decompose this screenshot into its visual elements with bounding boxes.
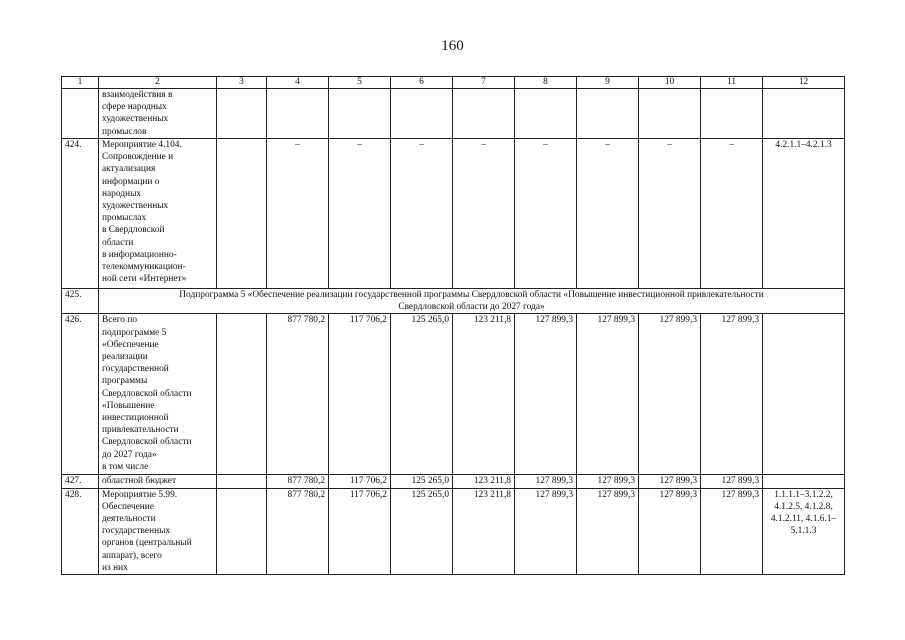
- value-cell: –: [701, 139, 763, 289]
- header-cell: 11: [701, 77, 763, 89]
- table-row-426: [62, 314, 845, 475]
- value-cell: 127 899,3: [701, 475, 763, 488]
- value-cell: –: [453, 139, 515, 289]
- row-number: 425.: [62, 289, 99, 314]
- value-cell: 127 899,3: [639, 314, 701, 475]
- header-row: [62, 77, 845, 89]
- value-cell: 117 706,2: [329, 488, 391, 574]
- value-cell: 877 780,2: [267, 314, 329, 475]
- table-row-425: [62, 289, 845, 314]
- row-number: 427.: [62, 475, 99, 488]
- value-cell: 127 899,3: [515, 314, 577, 475]
- value-cell: –: [267, 139, 329, 289]
- value-cell: –: [639, 139, 701, 289]
- header-cell: 4: [267, 77, 329, 89]
- value-cell: 125 265,0: [391, 314, 453, 475]
- value-cell: –: [329, 139, 391, 289]
- header-cell: 3: [217, 77, 267, 89]
- header-cell: 5: [329, 77, 391, 89]
- row-name: Мероприятие 4.104. Сопровождение и актуализация информации о народных художественных промыслах в Свердловской области в информационно- телекоммуникацион- ной сети «Интернет»: [99, 139, 217, 289]
- row-name: взаимодействия в сфере народных художественных промыслов: [99, 89, 217, 139]
- value-cell: 123 211,8: [453, 314, 515, 475]
- header-cell: 8: [515, 77, 577, 89]
- header-cell: 12: [763, 77, 845, 89]
- value-cell: 127 899,3: [639, 488, 701, 574]
- header-cell: 1: [62, 77, 99, 89]
- value-cell: –: [577, 139, 639, 289]
- row-name: Мероприятие 5.99. Обеспечение деятельности государственных органов (центральный аппарат), всего из них: [99, 488, 217, 574]
- value-cell: –: [391, 139, 453, 289]
- header-cell: 9: [577, 77, 639, 89]
- goal-cell: 4.2.1.1–4.2.1.3: [763, 139, 845, 289]
- value-cell: 877 780,2: [267, 475, 329, 488]
- row-number: 424.: [62, 139, 99, 289]
- value-cell: 117 706,2: [329, 314, 391, 475]
- row-name: областной бюджет: [99, 475, 217, 488]
- header-cell: 6: [391, 77, 453, 89]
- header-cell: 10: [639, 77, 701, 89]
- value-cell: 127 899,3: [701, 488, 763, 574]
- value-cell: 123 211,8: [453, 475, 515, 488]
- table-row-427: [62, 475, 845, 488]
- row-number: 428.: [62, 488, 99, 574]
- header-cell: 2: [99, 77, 217, 89]
- table-row-428: [62, 488, 845, 574]
- row-number: 426.: [62, 314, 99, 475]
- value-cell: 127 899,3: [515, 488, 577, 574]
- value-cell: 125 265,0: [391, 488, 453, 574]
- value-cell: 127 899,3: [577, 314, 639, 475]
- value-cell: 125 265,0: [391, 475, 453, 488]
- value-cell: 127 899,3: [701, 314, 763, 475]
- value-cell: 127 899,3: [639, 475, 701, 488]
- row-name: Всего по подпрограмме 5 «Обеспечение реализации государственной программы Свердловской области «Повышение инвестиционной привлекательности Свердловской области до 2027 года» в том числе: [99, 314, 217, 475]
- header-cell: 7: [453, 77, 515, 89]
- value-cell: 877 780,2: [267, 488, 329, 574]
- value-cell: 127 899,3: [577, 475, 639, 488]
- table-row-424: [62, 139, 845, 289]
- goal-cell: 1.1.1.1–3.1.2.2, 4.1.2.5, 4.1.2.8, 4.1.2.11, 4.1.6.1– 5.1.1.3: [763, 488, 845, 574]
- value-cell: –: [515, 139, 577, 289]
- value-cell: 123 211,8: [453, 488, 515, 574]
- subprogram-title: Подпрограмма 5 «Обеспечение реализации государственной программы Свердловской области «Повышение инвестиционной привлекательности Свердловской области до 2027 года»: [99, 289, 845, 314]
- table-row-continuation: [62, 89, 845, 139]
- budget-table: [61, 76, 845, 575]
- value-cell: 117 706,2: [329, 475, 391, 488]
- value-cell: 127 899,3: [515, 475, 577, 488]
- page-number: 160: [441, 38, 464, 54]
- value-cell: 127 899,3: [577, 488, 639, 574]
